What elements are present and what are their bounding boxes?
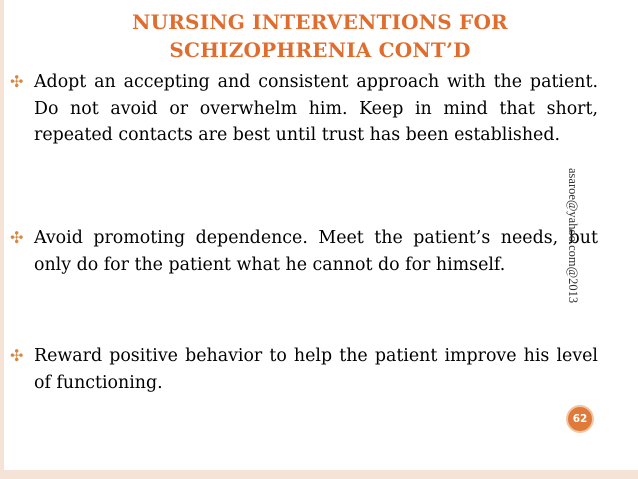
title-line-2: SCHIZOPHRENIA CONT’D bbox=[169, 38, 471, 62]
z-bullet-icon: ✣ bbox=[10, 228, 24, 247]
left-accent-border bbox=[0, 0, 4, 479]
bullet-item-reward-behavior bbox=[10, 343, 598, 396]
slide-title bbox=[10, 8, 630, 64]
bullet-text: Reward positive behavior to help the patient improve his level of functioning. bbox=[34, 346, 598, 393]
bullet-text: Avoid promoting dependence. Meet the patient’s needs, but only do for the patient what he cannot do for himself. bbox=[34, 228, 598, 275]
z-bullet-icon: ✣ bbox=[10, 72, 24, 91]
side-credit-text: asaroe@yahoo.com@2013 bbox=[566, 168, 580, 304]
z-bullet-icon: ✣ bbox=[10, 346, 24, 365]
title-line-1: NURSING INTERVENTIONS FOR bbox=[132, 10, 508, 34]
bullet-text: Adopt an accepting and consistent approach with the patient. Do not avoid or overwhelm him. Keep in mind that short, repeated contacts are best until trust has been established. bbox=[34, 72, 598, 146]
bullet-item-avoid-dependence bbox=[10, 225, 598, 278]
bottom-accent-band bbox=[0, 470, 638, 479]
bullet-item-accepting-approach bbox=[10, 69, 598, 149]
page-number-badge: 62 bbox=[566, 405, 594, 433]
